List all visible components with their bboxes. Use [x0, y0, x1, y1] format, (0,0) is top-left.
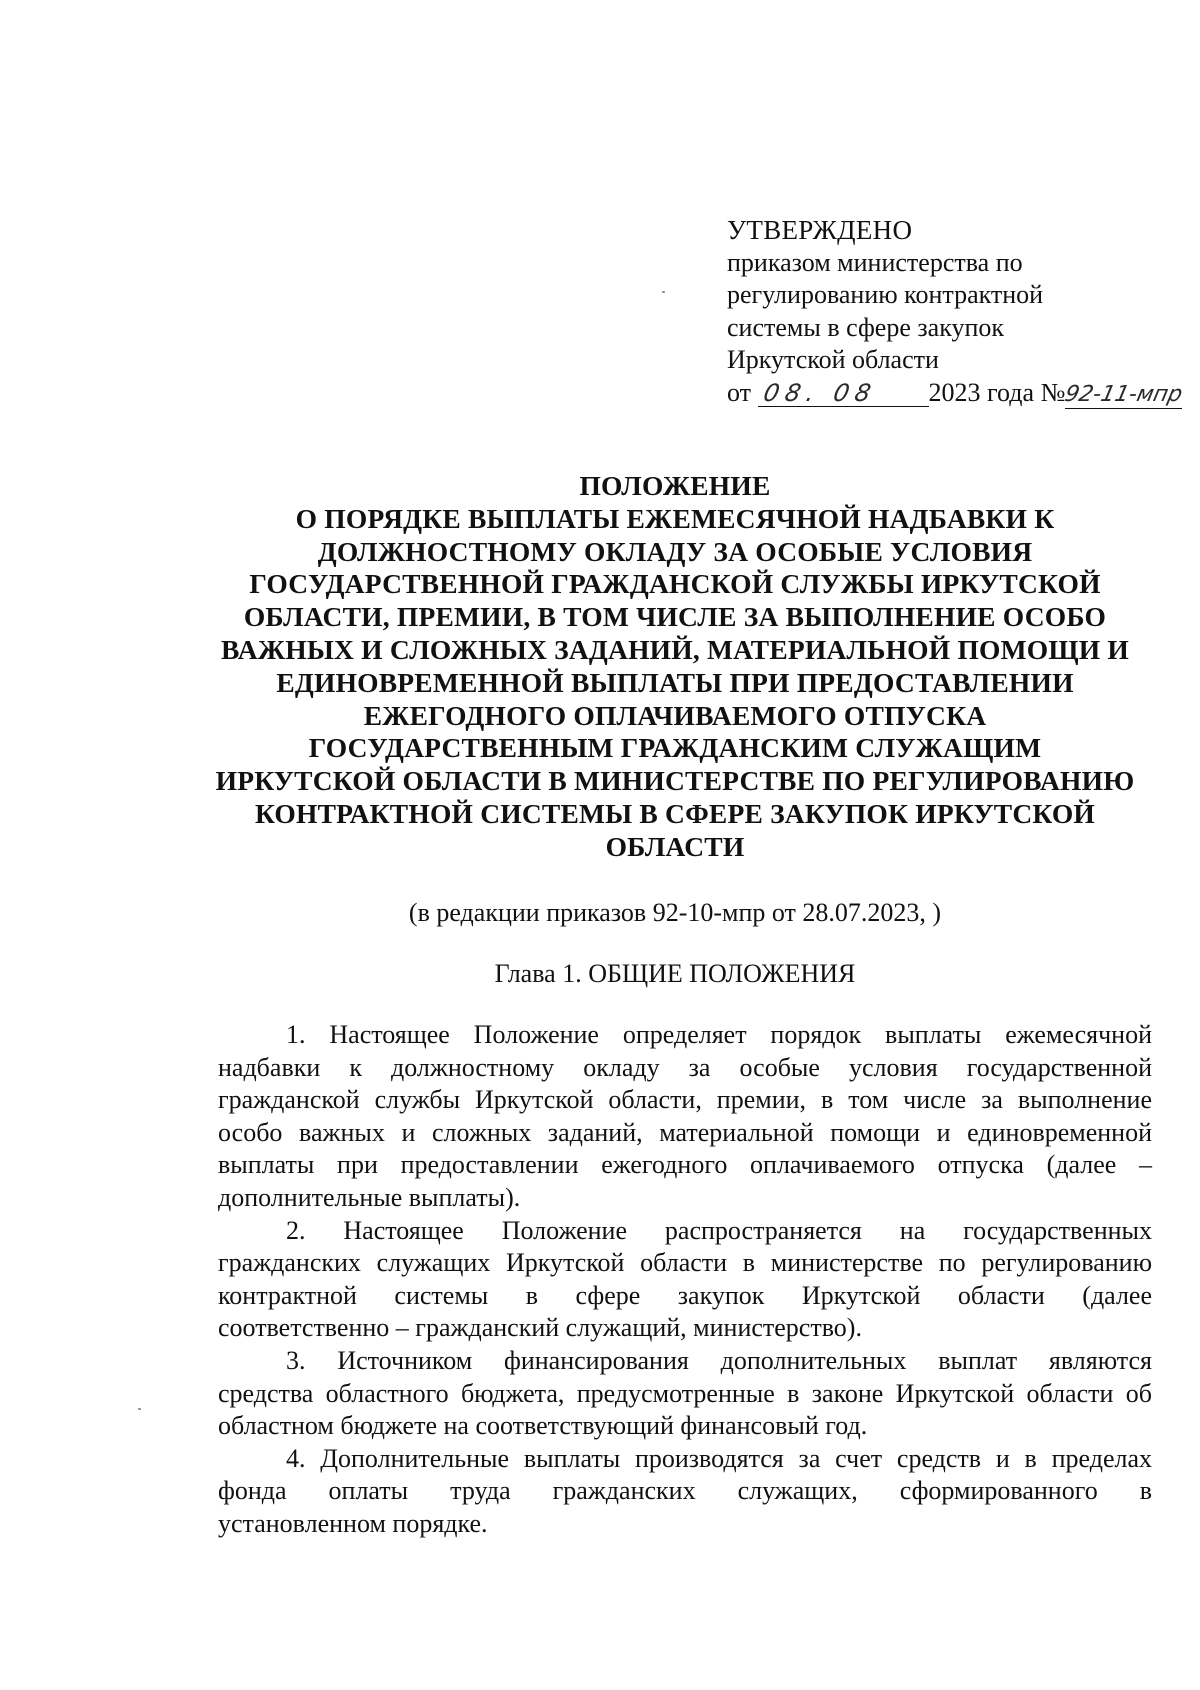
paragraph-line: установленном порядке.	[218, 1508, 488, 1538]
title-line: ПОЛОЖЕНИЕ	[579, 470, 771, 501]
paragraph-line: фонда оплаты труда гражданских служащих, сформированного в	[218, 1476, 1152, 1506]
paragraph-line: дополнительные выплаты).	[218, 1182, 521, 1212]
approval-line-3: системы в сфере закупок	[727, 312, 1004, 342]
paragraph-line: соответственно – гражданский служащий, министерство).	[218, 1313, 862, 1343]
paragraph-3	[218, 1345, 1152, 1443]
title-line: ГОСУДАРСТВЕННЫМ ГРАЖДАНСКИМ СЛУЖАЩИМ	[308, 732, 1042, 764]
paragraph-2	[218, 1215, 1152, 1345]
chapter-heading: Глава 1. ОБЩИЕ ПОЛОЖЕНИЯ	[494, 959, 856, 988]
paragraph-line: средства областного бюджета, предусмотренные в законе Иркутской области об	[218, 1378, 1152, 1408]
approval-date-line	[727, 377, 1187, 410]
approval-block	[727, 214, 1187, 409]
title-line: О ПОРЯДКЕ ВЫПЛАТЫ ЕЖЕМЕСЯЧНОЙ НАДБАВКИ К	[295, 502, 1055, 534]
paragraph-line: гражданских служащих Иркутской области в министерстве по регулированию	[218, 1248, 1152, 1278]
paragraph-line: 1. Настоящее Положение определяет порядок выплаты ежемесячной	[286, 1020, 1152, 1049]
paragraph-line: 3. Источником финансирования дополнительных выплат являются	[286, 1345, 1152, 1375]
paragraph-4	[218, 1443, 1152, 1541]
paragraph-line: контрактной системы в сфере закупок Иркутской области (далее	[218, 1280, 1152, 1310]
paragraph-line: выплаты при предоставлении ежегодного оплачиваемого отпуска (далее –	[218, 1150, 1152, 1180]
scan-speck	[662, 291, 665, 293]
paragraph-line: 2. Настоящее Положение распространяется на государственных	[286, 1215, 1152, 1245]
title-line: ОБЛАСТИ, ПРЕМИИ, В ТОМ ЧИСЛЕ ЗА ВЫПОЛНЕНИЕ ОСОБО	[243, 601, 1107, 633]
document-body	[218, 1019, 1152, 1541]
title-line: КОНТРАКТНОЙ СИСТЕМЫ В СФЕРЕ ЗАКУПОК ИРКУТСКОЙ	[254, 797, 1096, 829]
paragraph-1	[218, 1019, 1152, 1215]
handwritten-date: 08. 08	[760, 378, 879, 407]
paragraph-line: надбавки к должностному окладу за особые условия государственной	[218, 1052, 1152, 1082]
revision-note: (в редакции приказов 92-10-мпр от 28.07.2023, )	[408, 898, 942, 927]
date-prefix: от	[727, 377, 752, 407]
paragraph-line: областном бюджете на соответствующий финансовый год.	[218, 1411, 868, 1441]
handwritten-number: 92-11-мпр	[1062, 381, 1185, 407]
date-blank	[758, 380, 929, 407]
title-line: ОБЛАСТИ	[605, 830, 745, 862]
title-line: ВАЖНЫХ И СЛОЖНЫХ ЗАДАНИЙ, МАТЕРИАЛЬНОЙ ПОМОЩИ И	[220, 633, 1130, 665]
number-sign: №	[1040, 377, 1066, 407]
approval-line-1: приказом министерства по	[727, 247, 1023, 277]
title-line: ГОСУДАРСТВЕННОЙ ГРАЖДАНСКОЙ СЛУЖБЫ ИРКУТСКОЙ	[249, 568, 1101, 600]
title-line: ИРКУТСКОЙ ОБЛАСТИ В МИНИСТЕРСТВЕ ПО РЕГУЛИРОВАНИЮ	[215, 765, 1135, 797]
paragraph-line: гражданской службы Иркутской области, премии, в том числе за выполнение	[218, 1085, 1152, 1115]
title-line: ЕДИНОВРЕМЕННОЙ ВЫПЛАТЫ ПРИ ПРЕДОСТАВЛЕНИИ	[276, 666, 1074, 698]
scan-speck	[138, 1408, 141, 1410]
year-text: 2023 года	[928, 377, 1035, 407]
paragraph-line: особо важных и сложных заданий, материальной помощи и единовременной	[218, 1117, 1152, 1147]
paragraph-line: 4. Дополнительные выплаты производятся за счет средств и в пределах	[286, 1443, 1152, 1473]
number-blank	[1062, 380, 1185, 409]
title-line: ДОЛЖНОСТНОМУ ОКЛАДУ ЗА ОСОБЫЕ УСЛОВИЯ	[317, 535, 1033, 567]
approval-line-2: регулированию контрактной	[727, 280, 1044, 309]
approval-heading: УТВЕРЖДЕНО	[727, 215, 913, 245]
document-title	[200, 470, 1150, 864]
approval-line-4: Иркутской области	[727, 345, 939, 374]
title-line: ЕЖЕГОДНОГО ОПЛАЧИВАЕМОГО ОТПУСКА	[363, 699, 987, 731]
